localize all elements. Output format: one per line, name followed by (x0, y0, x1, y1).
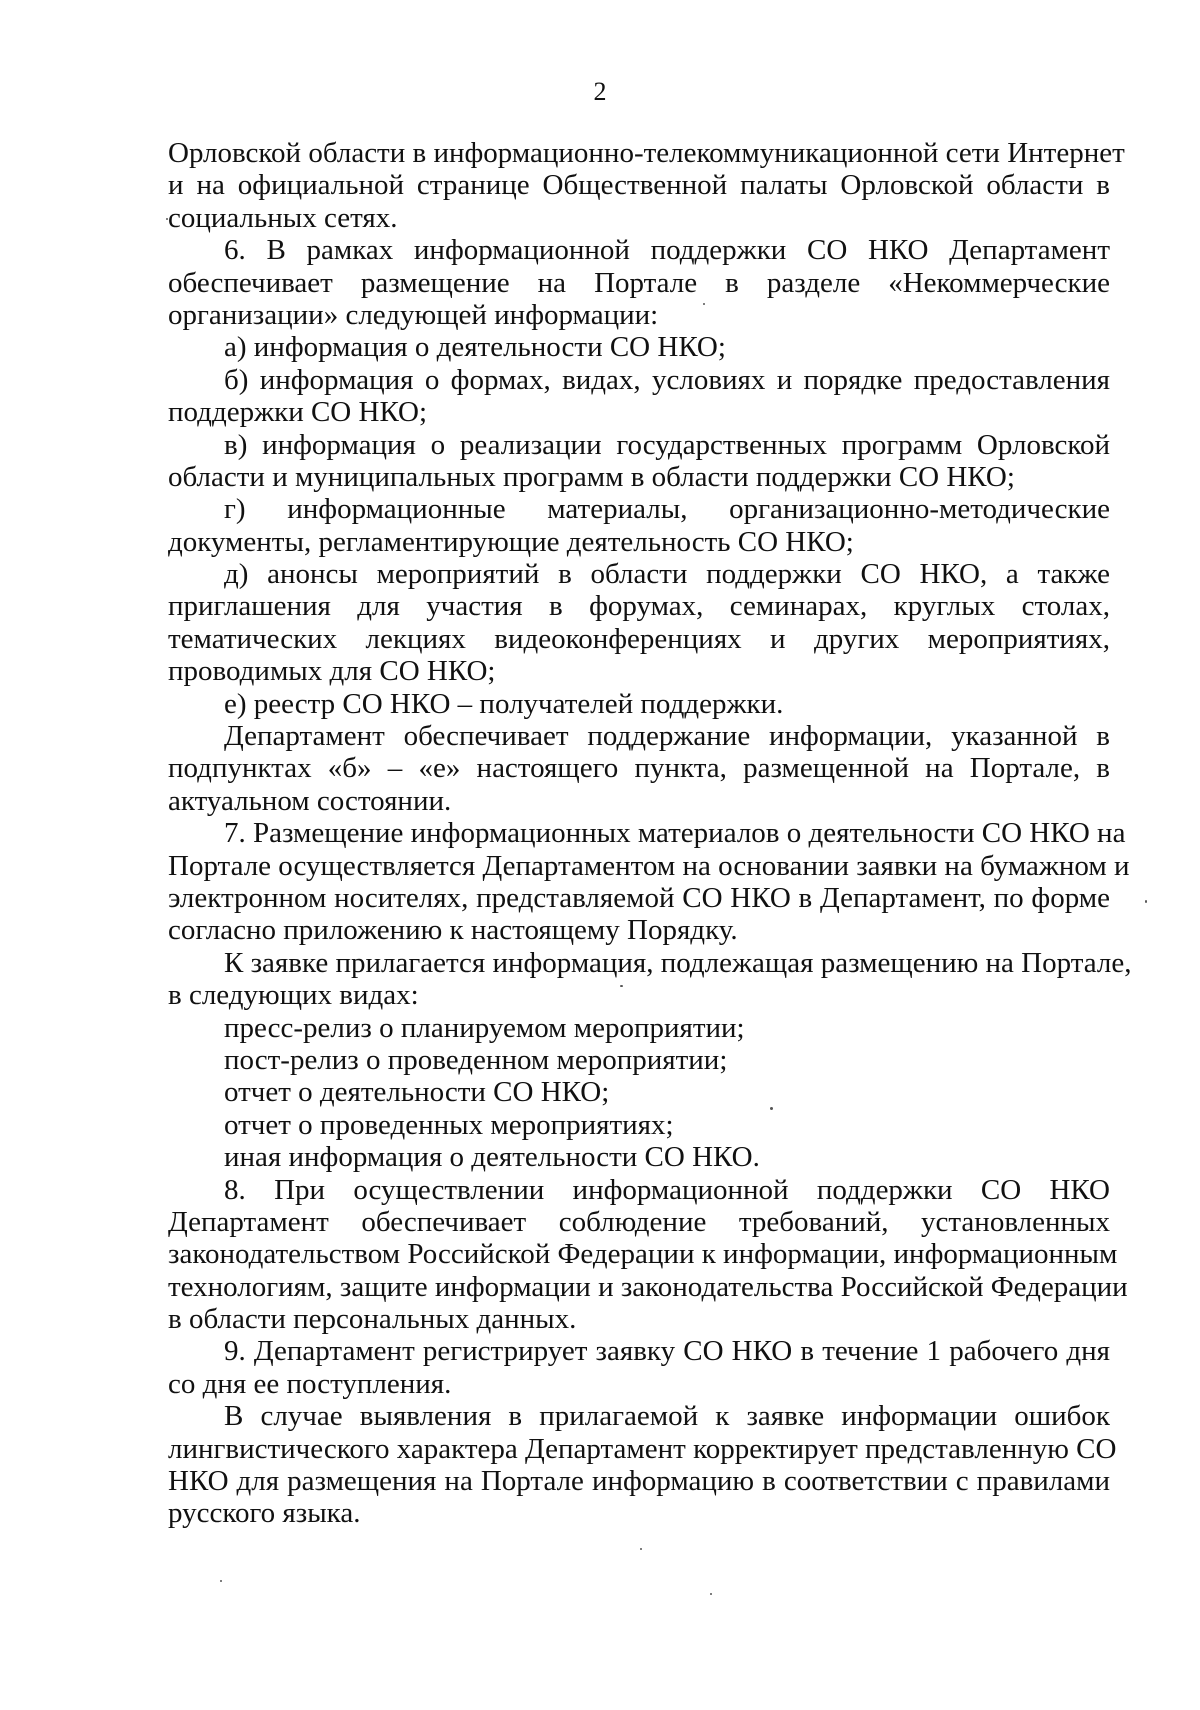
text-line: поддержки СО НКО; (168, 396, 428, 429)
text-line: иная информация о деятельности СО НКО. (224, 1141, 760, 1174)
text-line: документы, регламентирующие деятельность СО НКО; (168, 525, 854, 558)
text-line: обеспечивает размещение на Портале в разделе «Некоммерческие (168, 266, 1110, 299)
text-line: тематических лекциях видеоконференциях и других мероприятиях, (168, 622, 1110, 655)
text-line: 9. Департамент регистрирует заявку СО НКО в течение 1 рабочего дня (224, 1335, 1110, 1368)
text-line: области и муниципальных программ в области поддержки СО НКО; (168, 460, 1015, 493)
text-line: д) анонсы мероприятий в области поддержки СО НКО, а также (224, 558, 1110, 591)
text-line: Орловской области в информационно-телекоммуникационной сети Интернет (168, 137, 1125, 169)
text-line: г) информационные материалы, организационно-методические (224, 493, 1110, 526)
text-line: со дня ее поступления. (168, 1367, 452, 1400)
text-line: а) информация о деятельности СО НКО; (224, 331, 726, 364)
text-line: актуальном состоянии. (168, 784, 452, 817)
scan-speck (710, 1593, 712, 1595)
text-line: организации» следующей информации: (168, 298, 659, 331)
text-line: 6. В рамках информационной поддержки СО НКО Департамент (224, 234, 1110, 267)
text-line: в области персональных данных. (168, 1303, 577, 1336)
text-line: лингвистического характера Департамент корректирует представленную СО (168, 1432, 1117, 1465)
text-line: Департамент обеспечивает поддержание информации, указанной в (224, 720, 1110, 753)
text-line: приглашения для участия в форумах, семинарах, круглых столах, (168, 590, 1110, 623)
scan-speck (620, 985, 623, 987)
text-line: законодательством Российской Федерации к информации, информационным (168, 1238, 1118, 1271)
text-line: отчет о деятельности СО НКО; (224, 1076, 610, 1109)
text-line: подпунктах «б» – «е» настоящего пункта, размещенной на Портале, в (168, 752, 1110, 785)
text-line: К заявке прилагается информация, подлежащая размещению на Портале, (224, 946, 1132, 979)
document-body (168, 137, 1132, 1530)
text-line: Портале осуществляется Департаментом на основании заявки на бумажном и (168, 849, 1130, 882)
text-line: е) реестр СО НКО – получателей поддержки. (224, 687, 784, 720)
text-line: Департамент обеспечивает соблюдение требований, установленных (168, 1205, 1110, 1238)
text-line: проводимых для СО НКО; (168, 655, 496, 688)
text-line: электронном носителях, представляемой СО НКО в Департамент, по форме (168, 881, 1110, 914)
scan-speck (220, 1580, 222, 1582)
text-line: пресс-релиз о планируемом мероприятии; (224, 1011, 745, 1044)
scan-speck (1145, 900, 1147, 903)
scan-speck (640, 1548, 642, 1550)
text-line: русского языка. (168, 1497, 361, 1530)
text-line: технологиям, защите информации и законодательства Российской Федерации (168, 1270, 1128, 1303)
page-number: 2 (593, 77, 607, 106)
text-line: в следующих видах: (168, 979, 419, 1012)
scan-speck (166, 218, 168, 220)
text-line: пост-релиз о проведенном мероприятии; (224, 1043, 728, 1076)
text-line: В случае выявления в прилагаемой к заявке информации ошибок (224, 1400, 1110, 1433)
text-line: социальных сетях. (168, 201, 398, 234)
text-line: согласно приложению к настоящему Порядку. (168, 914, 738, 947)
scan-speck (703, 303, 705, 305)
text-line: в) информация о реализации государственных программ Орловской (224, 428, 1110, 461)
text-line: б) информация о формах, видах, условиях и порядке предоставления (224, 363, 1110, 396)
text-line: отчет о проведенных мероприятиях; (224, 1108, 674, 1141)
text-line: 7. Размещение информационных материалов о деятельности СО НКО на (224, 817, 1126, 850)
text-line: НКО для размещения на Портале информацию в соответствии с правилами (168, 1465, 1110, 1498)
scan-speck (770, 1107, 773, 1110)
text-line: и на официальной странице Общественной палаты Орловской области в (168, 169, 1110, 202)
text-line: 8. При осуществлении информационной поддержки СО НКО (224, 1173, 1110, 1206)
